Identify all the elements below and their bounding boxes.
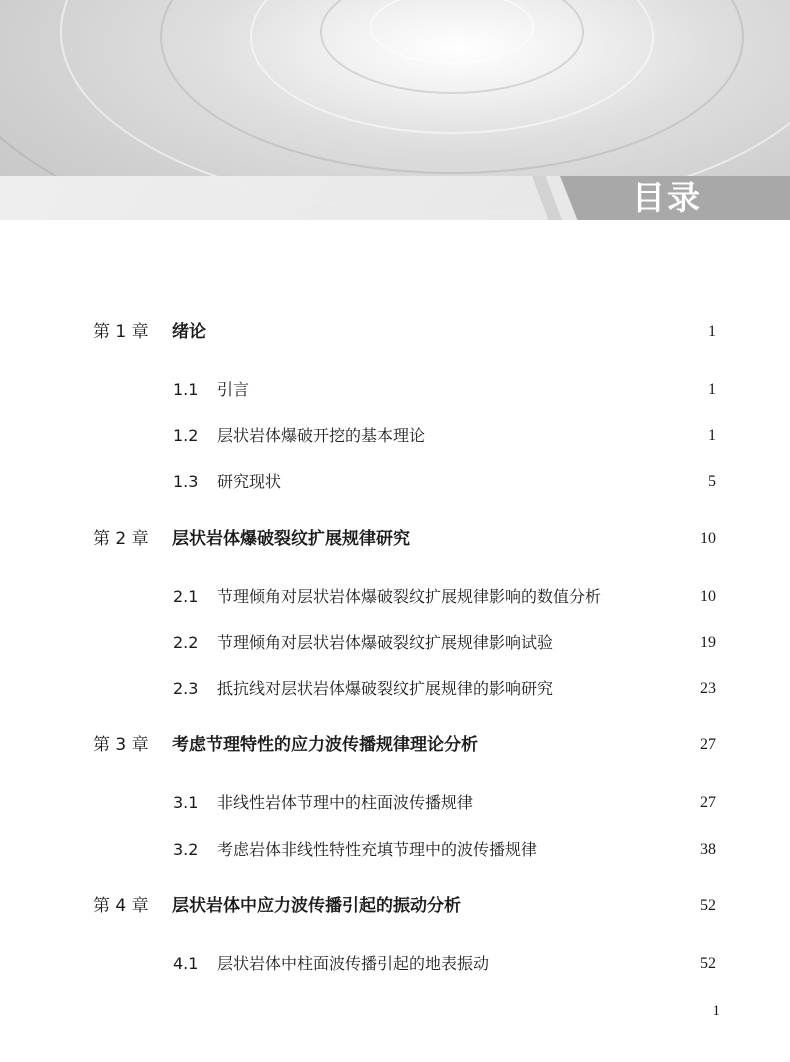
section-title: 节理倾角对层状岩体爆破裂纹扩展规律影响试验 xyxy=(217,633,554,652)
chapter-title: 层状岩体中应力波传播引起的振动分析 xyxy=(172,896,461,916)
dot-leader xyxy=(477,791,696,815)
toc-section-3-2[interactable] xyxy=(0,838,790,862)
section-number: 2.2 xyxy=(173,633,199,652)
page-ref: 1 xyxy=(708,323,716,340)
toc-line xyxy=(217,677,716,701)
toc-line xyxy=(172,527,716,551)
chapter-title: 考虑节理特性的应力波传播规律理论分析 xyxy=(172,735,478,755)
page-ref: 10 xyxy=(700,588,716,605)
section-number: 4.1 xyxy=(173,954,199,973)
page-ref: 1 xyxy=(708,381,716,398)
header-banner xyxy=(0,0,790,220)
dot-leader xyxy=(493,952,696,976)
page-ref: 10 xyxy=(700,530,716,547)
chapter-number: 第 3 章 xyxy=(93,735,149,755)
dot-leader xyxy=(482,733,696,757)
section-title: 节理倾角对层状岩体爆破裂纹扩展规律影响的数值分析 xyxy=(217,587,602,606)
toc-line xyxy=(172,320,716,344)
chapter-title: 绪论 xyxy=(172,322,206,342)
toc-section-2-3[interactable] xyxy=(0,677,790,701)
toc-section-1-3[interactable] xyxy=(0,470,790,494)
toc-line xyxy=(217,378,716,402)
chapter-number: 第 1 章 xyxy=(93,322,149,342)
section-title: 考虑岩体非线性特性充填节理中的波传播规律 xyxy=(217,840,538,859)
toc-line xyxy=(217,424,716,448)
page-ref: 23 xyxy=(700,680,716,697)
chapter-title: 层状岩体爆破裂纹扩展规律研究 xyxy=(172,529,410,549)
dot-leader xyxy=(429,424,700,448)
section-number: 1.3 xyxy=(173,472,199,491)
page-ref: 19 xyxy=(700,634,716,651)
dot-leader xyxy=(465,894,696,918)
section-title: 引言 xyxy=(217,380,250,399)
section-number: 2.1 xyxy=(173,587,199,606)
section-number: 3.1 xyxy=(173,793,199,812)
page-ref: 1 xyxy=(708,427,716,444)
toc-line xyxy=(217,585,716,609)
dot-leader xyxy=(541,838,696,862)
toc-section-1-1[interactable] xyxy=(0,378,790,402)
section-title: 层状岩体中柱面波传播引起的地表振动 xyxy=(217,954,490,973)
toc-line xyxy=(217,838,716,862)
toc-line xyxy=(217,470,716,494)
page-ref: 52 xyxy=(700,897,716,914)
section-title: 层状岩体爆破开挖的基本理论 xyxy=(217,426,426,445)
chapter-number: 第 2 章 xyxy=(93,529,149,549)
section-number: 1.2 xyxy=(173,426,199,445)
dot-leader xyxy=(253,378,700,402)
section-number: 1.1 xyxy=(173,380,199,399)
dot-leader xyxy=(557,631,696,655)
toc-chapter-1[interactable] xyxy=(0,320,790,344)
dot-leader xyxy=(210,320,700,344)
toc-chapter-3[interactable] xyxy=(0,733,790,757)
page-number: 1 xyxy=(712,1003,720,1019)
toc-chapter-2[interactable] xyxy=(0,527,790,551)
page-ref: 27 xyxy=(700,736,716,753)
section-title: 抵抗线对层状岩体爆破裂纹扩展规律的影响研究 xyxy=(217,679,554,698)
dot-leader xyxy=(414,527,696,551)
toc-line xyxy=(172,733,716,757)
section-title: 非线性岩体节理中的柱面波传播规律 xyxy=(217,793,474,812)
page-ref: 52 xyxy=(700,955,716,972)
page-title: 目录 xyxy=(632,178,702,217)
toc-section-2-2[interactable] xyxy=(0,631,790,655)
page-ref: 5 xyxy=(708,473,716,490)
toc-section-3-1[interactable] xyxy=(0,791,790,815)
toc-line xyxy=(172,894,716,918)
section-title: 研究现状 xyxy=(217,472,282,491)
dot-leader xyxy=(605,585,696,609)
page-ref: 27 xyxy=(700,794,716,811)
toc-line xyxy=(217,791,716,815)
dot-leader xyxy=(557,677,696,701)
toc-line xyxy=(217,952,716,976)
toc-chapter-4[interactable] xyxy=(0,894,790,918)
toc-section-2-1[interactable] xyxy=(0,585,790,609)
chapter-number: 第 4 章 xyxy=(93,896,149,916)
toc-section-1-2[interactable] xyxy=(0,424,790,448)
toc-line xyxy=(217,631,716,655)
section-number: 2.3 xyxy=(173,679,199,698)
toc-section-4-1[interactable] xyxy=(0,952,790,976)
page-ref: 38 xyxy=(700,841,716,858)
section-number: 3.2 xyxy=(173,840,199,859)
dot-leader xyxy=(285,470,700,494)
